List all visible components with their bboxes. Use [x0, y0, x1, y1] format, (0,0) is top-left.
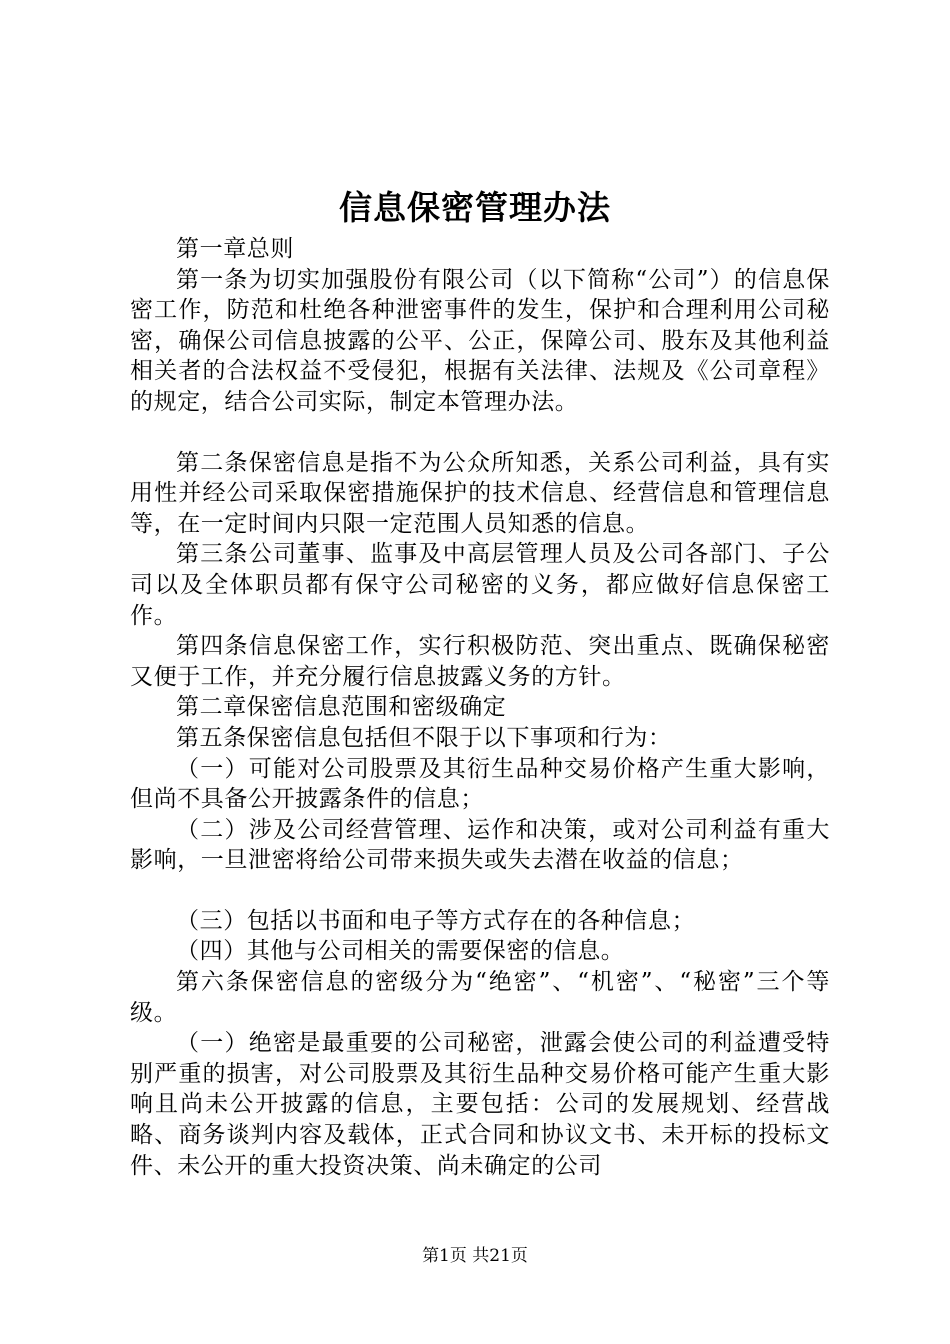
article-3: 第三条公司董事、监事及中高层管理人员及公司各部门、子公司以及全体职员都有保守公司秘密的义务，都应做好信息保密工作。 — [130, 541, 830, 629]
article-1: 第一条为切实加强股份有限公司（以下简称“公司”）的信息保密工作，防范和杜绝各种泄密事件的发生，保护和合理利用公司秘密，确保公司信息披露的公平、公正，保障公司、股东及其他利益相关者的合法权益不受侵犯，根据有关法律、法规及《公司章程》的规定，结合公司实际，制定本管理办法。 — [130, 266, 830, 415]
chapter-heading-1: 第一章总则 — [176, 236, 294, 262]
article-5: 第五条保密信息包括但不限于以下事项和行为： — [176, 724, 672, 751]
article-5-item-4: （四）其他与公司相关的需要保密的信息。 — [176, 938, 625, 965]
article-6-item-1: （一）绝密是最重要的公司秘密，泄露会使公司的利益遭受特别严重的损害，对公司股票及其衍生品种交易价格可能产生重大影响且尚未公开披露的信息，主要包括：公司的发展规划、经营战略、商务谈判内容及载体，正式合同和协议文书、未开标的投标文件、未公开的重大投资决策、尚未确定的公司 — [130, 1030, 830, 1179]
article-5-item-1: （一）可能对公司股票及其衍生品种交易价格产生重大影响，但尚不具备公开披露条件的信息； — [130, 755, 830, 813]
article-2: 第二条保密信息是指不为公众所知悉，关系公司利益，具有实用性并经公司采取保密措施保护的技术信息、经营信息和管理信息等，在一定时间内只限一定范围人员知悉的信息。 — [130, 449, 830, 537]
page-footer: 第1页 共21页 — [422, 1246, 528, 1266]
article-4: 第四条信息保密工作，实行积极防范、突出重点、既确保秘密又便于工作，并充分履行信息披露义务的方针。 — [130, 633, 830, 690]
article-6: 第六条保密信息的密级分为“绝密”、“机密”、“秘密”三个等级。 — [130, 969, 830, 1026]
article-5-item-3: （三）包括以书面和电子等方式存在的各种信息； — [176, 907, 696, 934]
document-title: 信息保密管理办法 — [339, 188, 611, 227]
chapter-heading-2: 第二章保密信息范围和密级确定 — [176, 694, 507, 721]
article-5-item-2: （二）涉及公司经营管理、运作和决策，或对公司利益有重大影响，一旦泄密将给公司带来损失或失去潜在收益的信息； — [130, 816, 830, 874]
document-body — [130, 234, 830, 1181]
